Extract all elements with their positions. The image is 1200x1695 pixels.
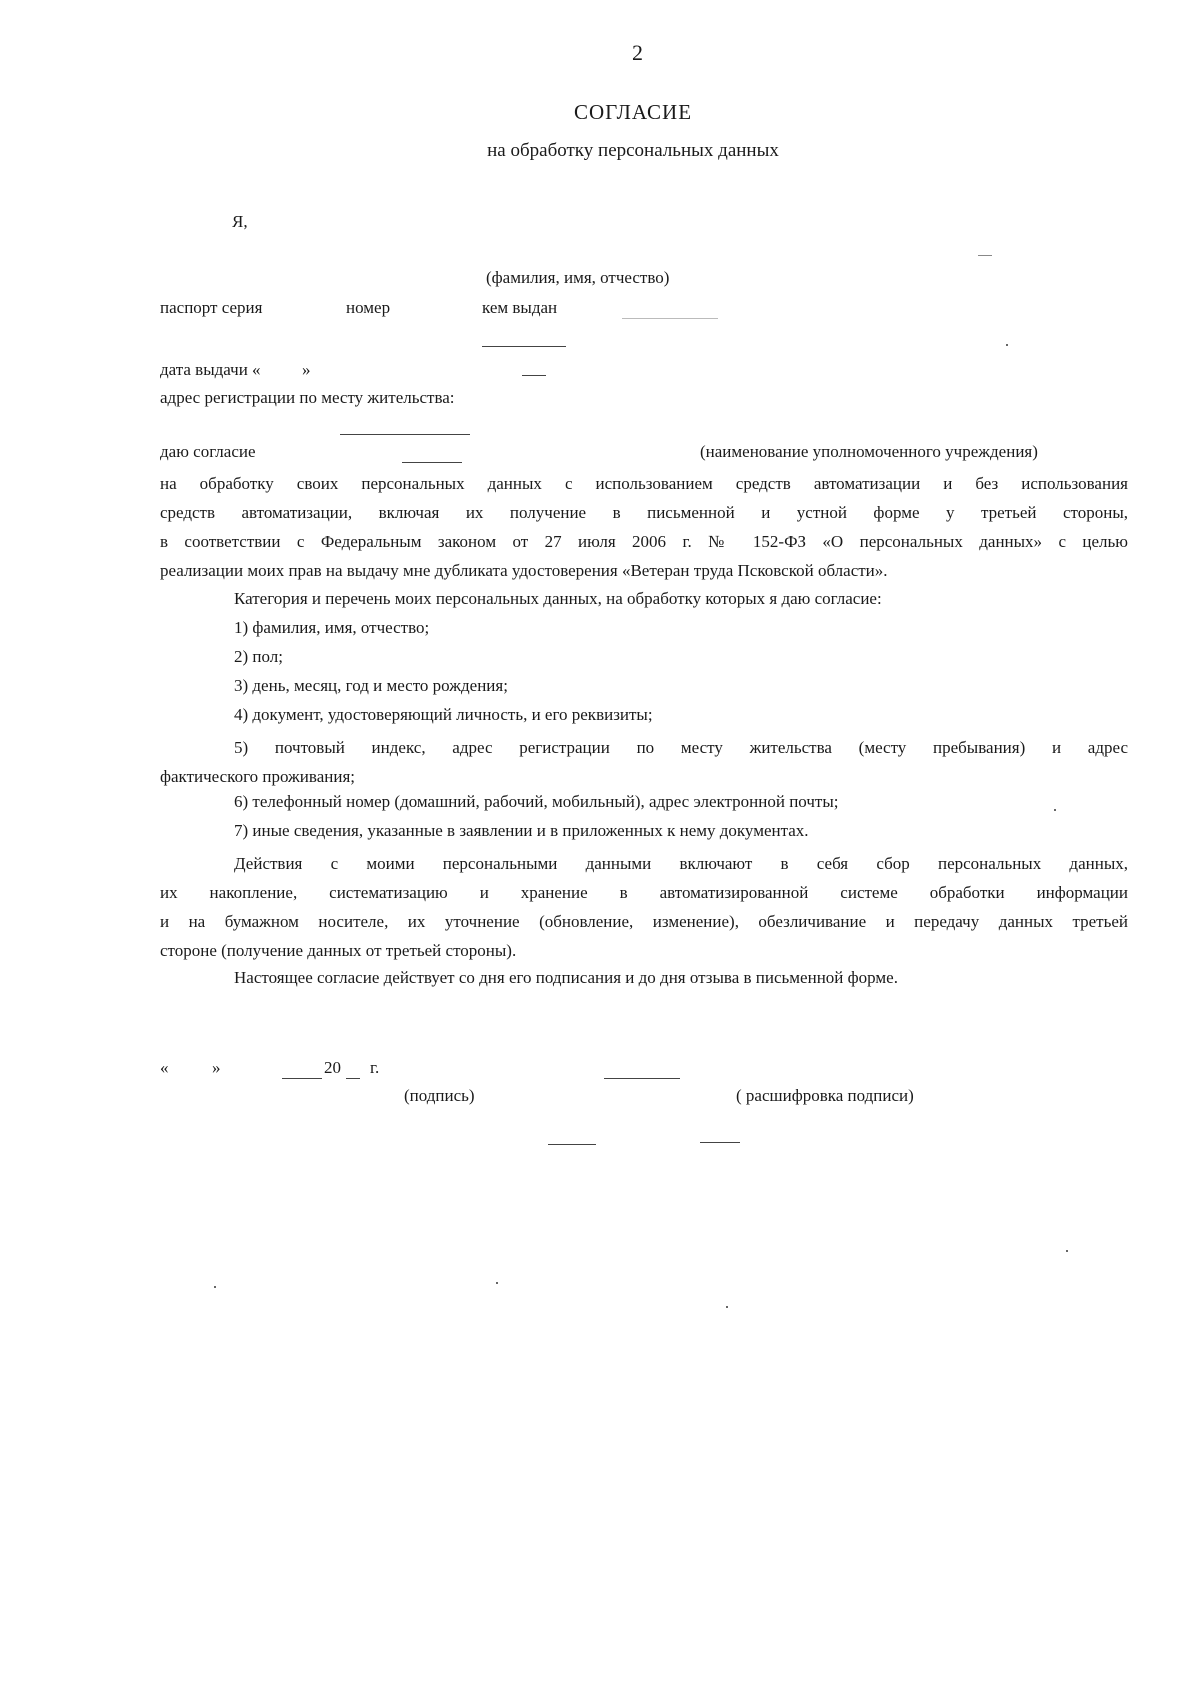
issued-by-label: кем выдан	[482, 298, 558, 317]
actions-line-1: Действия с моими персональными данными включают в себя сбор персональных данных,	[234, 854, 1128, 873]
date-year-line	[346, 1078, 360, 1079]
fio-line-mark	[978, 255, 992, 256]
date-year-prefix: 20	[324, 1058, 341, 1077]
actions-line-3: и на бумажном носителе, их уточнение (обновление, изменение), обезличивание и передачу данных третьей	[160, 912, 1128, 931]
scan-speck	[1054, 809, 1056, 811]
issued-by-line-2	[482, 346, 566, 347]
institution-line	[402, 462, 462, 463]
scan-speck	[1006, 344, 1008, 346]
scan-speck	[1066, 1250, 1068, 1252]
issue-date-close-quote: »	[302, 360, 311, 379]
consent-lead: даю согласие	[160, 442, 256, 461]
ya-label: Я,	[232, 212, 248, 231]
list-item-7: 7) иные сведения, указанные в заявлении и в приложенных к нему документах.	[234, 821, 809, 840]
scan-speck	[214, 1286, 216, 1288]
validity-statement: Настоящее согласие действует со дня его подписания и до дня отзыва в письменной форме.	[234, 968, 898, 987]
document-title: СОГЛАСИЕ	[573, 100, 693, 124]
document-subtitle: на обработку персональных данных	[487, 140, 779, 161]
list-item: 2) пол;	[234, 647, 283, 666]
list-item-5-line-2: фактического проживания;	[160, 767, 355, 786]
category-intro: Категория и перечень моих персональных данных, на обработку которых я даю согласие:	[234, 589, 882, 608]
address-line	[340, 434, 470, 435]
actions-line-2: их накопление, систематизацию и хранение в автоматизированной системе обработки информации	[160, 883, 1128, 902]
fio-caption: (фамилия, имя, отчество)	[486, 268, 670, 287]
list-item: 3) день, месяц, год и место рождения;	[234, 676, 508, 695]
passport-number-label: номер	[346, 298, 391, 317]
list-item-5-line-1: 5) почтовый индекс, адрес регистрации по месту жительства (месту пребывания) и адрес	[234, 738, 1128, 757]
page-number: 2	[632, 40, 643, 65]
consent-line-5: реализации моих прав на выдачу мне дубликата удостоверения «Ветеран труда Псковской области».	[160, 561, 888, 580]
issued-by-line	[622, 318, 718, 319]
scan-speck	[496, 1282, 498, 1284]
stray-mark	[700, 1142, 740, 1143]
list-item-6: 6) телефонный номер (домашний, рабочий, мобильный), адрес электронной почты;	[234, 792, 839, 811]
passport-series-label: паспорт серия	[160, 298, 263, 317]
stray-mark	[548, 1144, 596, 1145]
consent-line-3: средств автоматизации, включая их получение в письменной и устной форме у третьей стороны,	[160, 503, 1128, 522]
consent-line-2: на обработку своих персональных данных с использованием средств автоматизации и без использования	[160, 474, 1128, 493]
date-open-quote: «	[160, 1058, 169, 1077]
signature-decode-caption: ( расшифровка подписи)	[736, 1086, 914, 1105]
actions-line-4: стороне (получение данных от третьей стороны).	[160, 941, 517, 960]
consent-line-4: в соответствии с Федеральным законом от 27 июля 2006 г. № 152-ФЗ «О персональных данных» с целью	[160, 532, 1128, 551]
list-item: 1) фамилия, имя, отчество;	[234, 618, 430, 637]
date-year-suffix: г.	[370, 1058, 380, 1077]
date-month-line	[282, 1078, 322, 1079]
issue-date-line	[522, 375, 546, 376]
scan-speck	[726, 1306, 728, 1308]
institution-caption: (наименование уполномоченного учреждения)	[700, 442, 1038, 461]
signature-line	[604, 1078, 680, 1079]
date-close-quote: »	[212, 1058, 221, 1077]
address-label: адрес регистрации по месту жительства:	[160, 388, 455, 407]
signature-caption: (подпись)	[404, 1086, 475, 1105]
issue-date-label: дата выдачи «	[160, 360, 261, 379]
list-item: 4) документ, удостоверяющий личность, и его реквизиты;	[234, 705, 653, 724]
